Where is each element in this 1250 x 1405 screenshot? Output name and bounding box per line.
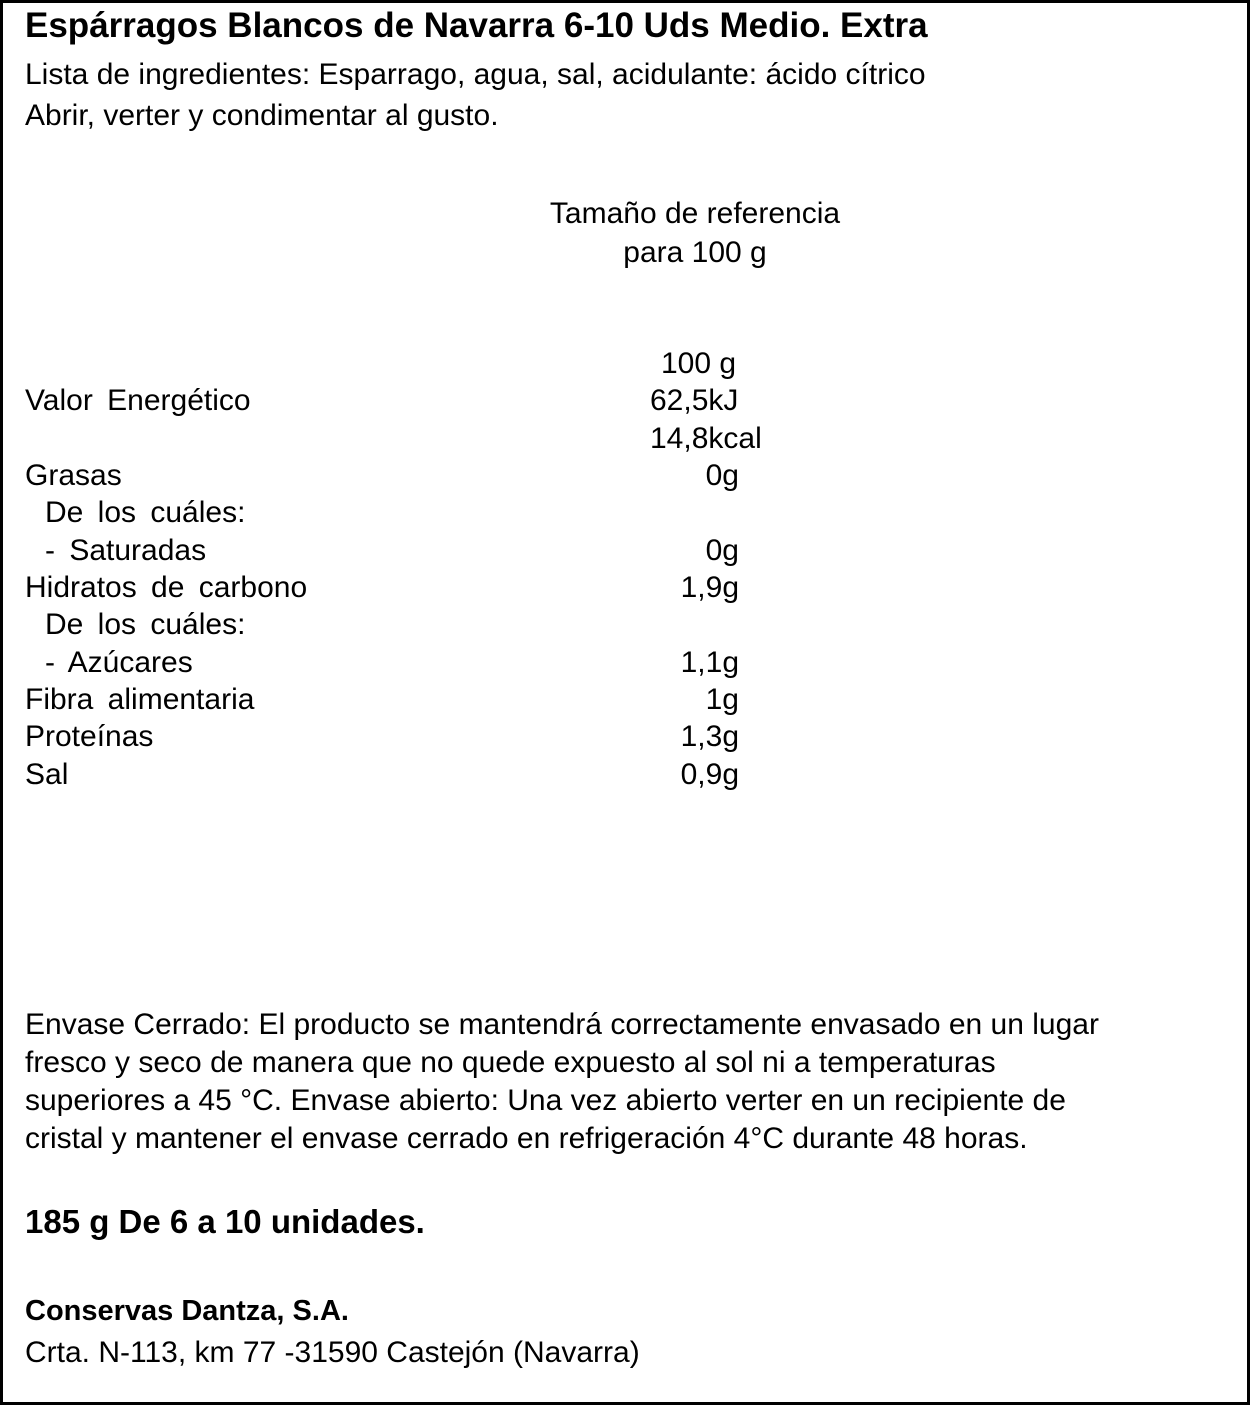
nutrient-label-salt: Sal bbox=[25, 758, 69, 791]
company-address: Crta. N-113, km 77 -31590 Castejón (Navarra) bbox=[25, 1336, 640, 1369]
nutrient-label-fat: Grasas bbox=[25, 459, 122, 492]
nutrient-value-protein: 1,3g bbox=[680, 720, 739, 753]
nutrient-value-fat: 0g bbox=[705, 459, 739, 492]
usage-instructions: Abrir, verter y condimentar al gusto. bbox=[25, 99, 499, 132]
nutrient-value-fibre: 1g bbox=[705, 683, 739, 716]
energy-kj-value: 62,5kJ bbox=[650, 384, 739, 417]
nutrient-label-carbohydrates: Hidratos de carbono bbox=[25, 571, 308, 604]
nutrient-sublabel-of-which: De los cuáles: bbox=[45, 608, 246, 641]
net-content: 185 g De 6 a 10 unidades. bbox=[25, 1203, 425, 1240]
nutrient-label-sugars: - Azúcares bbox=[45, 646, 193, 679]
nutrient-label-fibre: Fibra alimentaria bbox=[25, 683, 255, 716]
energy-kcal-value: 14,8kcal bbox=[650, 422, 762, 455]
nutrient-value-carbohydrates: 1,9g bbox=[680, 571, 739, 604]
reference-size-line1: Tamaño de referencia bbox=[549, 197, 841, 230]
storage-text-line4: cristal y mantener el envase cerrado en refrigeración 4°C durante 48 horas. bbox=[25, 1122, 1028, 1155]
ingredients-list: Lista de ingredientes: Esparrago, agua, sal, acidulante: ácido cítrico bbox=[25, 58, 926, 91]
reference-size-line2: para 100 g bbox=[623, 236, 767, 269]
nutrient-value-salt: 0,9g bbox=[680, 758, 739, 791]
nutrition-column-header: 100 g bbox=[661, 347, 737, 380]
storage-text-line1: Envase Cerrado: El producto se mantendrá correctamente envasado en un lugar bbox=[25, 1008, 1099, 1041]
nutrient-label-saturated: - Saturadas bbox=[45, 534, 207, 567]
product-title: Espárragos Blancos de Navarra 6-10 Uds Medio. Extra bbox=[25, 6, 928, 45]
nutrient-value-saturated: 0g bbox=[705, 534, 739, 567]
nutrient-value-sugars: 1,1g bbox=[680, 646, 739, 679]
nutrient-sublabel-of-which: De los cuáles: bbox=[45, 496, 246, 529]
nutrient-label-protein: Proteínas bbox=[25, 720, 154, 753]
company-name: Conservas Dantza, S.A. bbox=[25, 1295, 349, 1327]
storage-text-line3: superiores a 45 °C. Envase abierto: Una vez abierto verter en un recipiente de bbox=[25, 1084, 1066, 1117]
energy-label: Valor Energético bbox=[25, 384, 251, 417]
storage-text-line2: fresco y seco de manera que no quede expuesto al sol ni a temperaturas bbox=[25, 1046, 996, 1079]
